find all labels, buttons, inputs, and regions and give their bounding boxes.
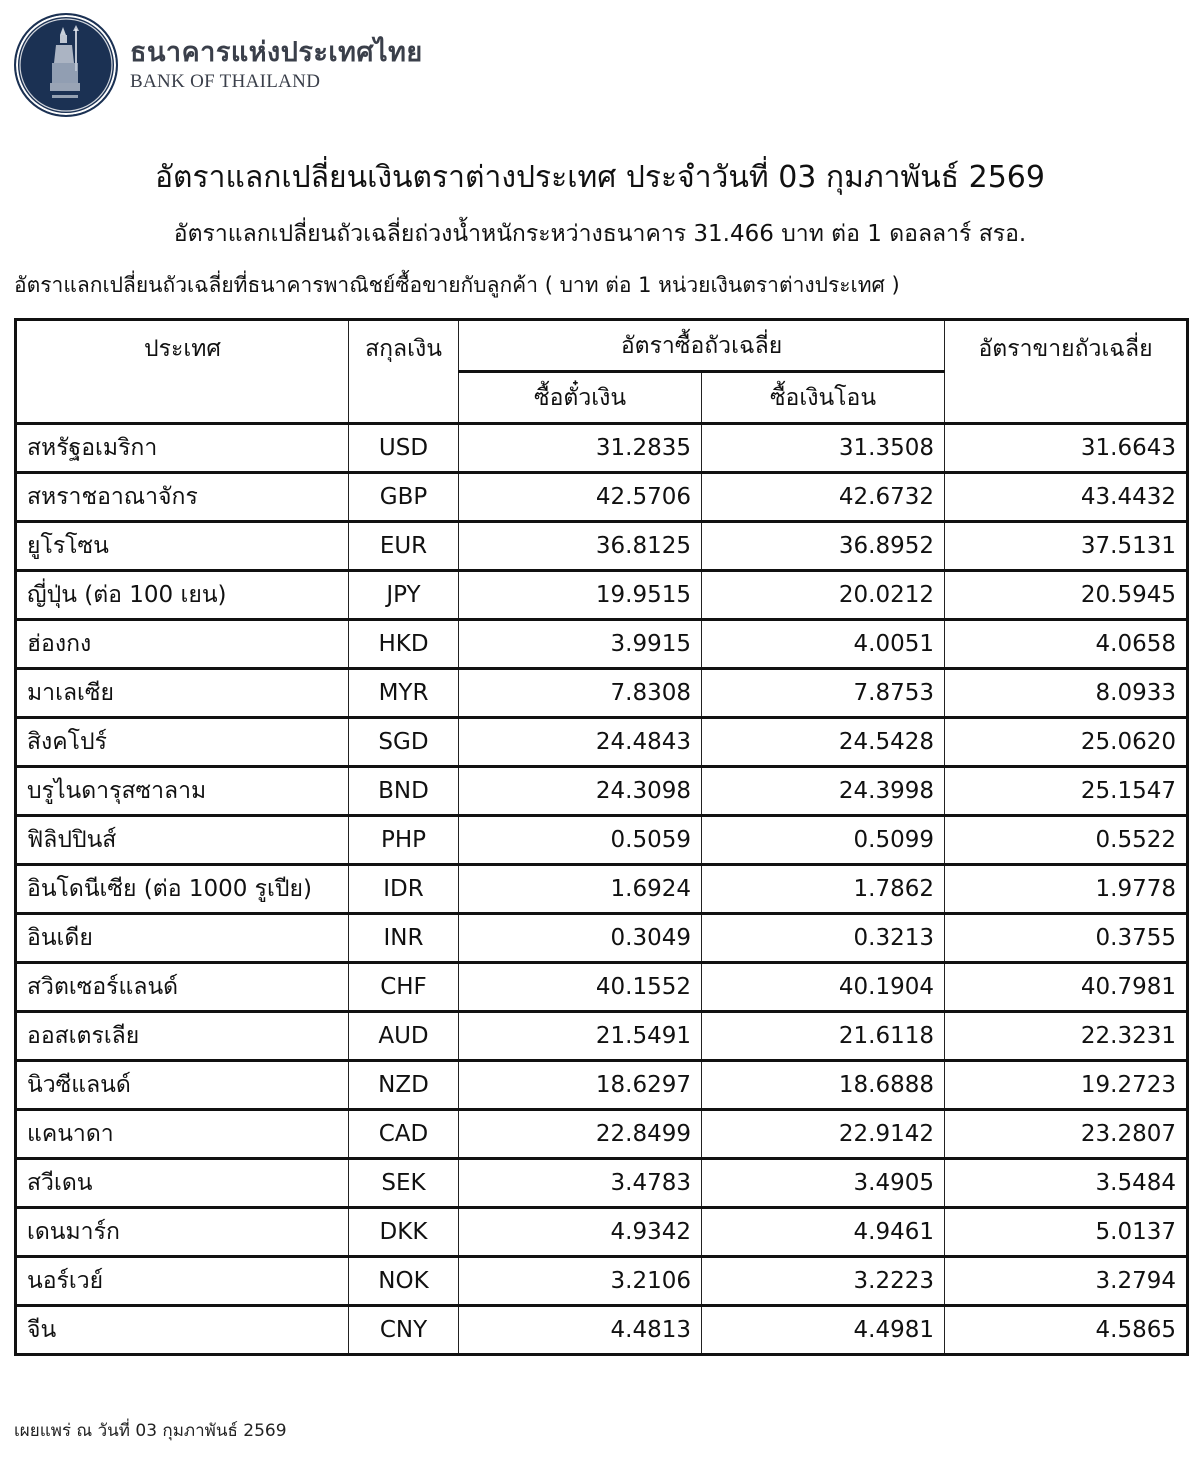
header-buy-transfer: ซื้อเงินโอน [702,372,945,424]
currency-code-cell: EUR [349,522,459,571]
currency-code-cell: GBP [349,473,459,522]
table-body [16,424,1188,1355]
sell-rate-cell: 37.5131 [945,522,1188,571]
buy-cash-rate-cell: 42.5706 [459,473,702,522]
buy-cash-rate-cell: 1.6924 [459,865,702,914]
country-cell: ยูโรโซน [16,522,349,571]
currency-code-cell: PHP [349,816,459,865]
country-cell: นอร์เวย์ [16,1257,349,1306]
currency-code-cell: JPY [349,571,459,620]
buy-cash-rate-cell: 36.8125 [459,522,702,571]
country-cell: แคนาดา [16,1110,349,1159]
sell-rate-cell: 8.0933 [945,669,1188,718]
currency-code-cell: USD [349,424,459,473]
table-row [16,718,1188,767]
table-row [16,963,1188,1012]
buy-transfer-rate-cell: 0.3213 [702,914,945,963]
buy-cash-rate-cell: 18.6297 [459,1061,702,1110]
table-row [16,620,1188,669]
table-row [16,669,1188,718]
currency-code-cell: NOK [349,1257,459,1306]
header-country: ประเทศ [16,320,349,424]
country-cell: สวิตเซอร์แลนด์ [16,963,349,1012]
sell-rate-cell: 4.5865 [945,1306,1188,1355]
bank-brand [130,36,423,94]
country-cell: ฮ่องกง [16,620,349,669]
country-cell: สหราชอาณาจักร [16,473,349,522]
sell-rate-cell: 22.3231 [945,1012,1188,1061]
currency-code-cell: SGD [349,718,459,767]
table-row [16,1306,1188,1355]
currency-code-cell: INR [349,914,459,963]
header-buying-rate: อัตราซื้อถัวเฉลี่ย [459,320,945,372]
table-row [16,1061,1188,1110]
bank-name-thai: ธนาคารแห่งประเทศไทย [130,37,423,68]
sell-rate-cell: 4.0658 [945,620,1188,669]
sell-rate-cell: 3.2794 [945,1257,1188,1306]
buy-transfer-rate-cell: 31.3508 [702,424,945,473]
buy-cash-rate-cell: 3.4783 [459,1159,702,1208]
currency-code-cell: MYR [349,669,459,718]
table-row [16,816,1188,865]
currency-code-cell: BND [349,767,459,816]
country-cell: จีน [16,1306,349,1355]
sell-rate-cell: 25.0620 [945,718,1188,767]
buy-cash-rate-cell: 19.9515 [459,571,702,620]
sell-rate-cell: 31.6643 [945,424,1188,473]
table-row [16,914,1188,963]
buy-transfer-rate-cell: 18.6888 [702,1061,945,1110]
buy-transfer-rate-cell: 42.6732 [702,473,945,522]
country-cell: นิวซีแลนด์ [16,1061,349,1110]
currency-code-cell: SEK [349,1159,459,1208]
sell-rate-cell: 19.2723 [945,1061,1188,1110]
buy-transfer-rate-cell: 0.5099 [702,816,945,865]
buy-transfer-rate-cell: 3.2223 [702,1257,945,1306]
country-cell: อินเดีย [16,914,349,963]
buy-cash-rate-cell: 21.5491 [459,1012,702,1061]
table-row [16,767,1188,816]
table-row [16,1110,1188,1159]
sell-rate-cell: 5.0137 [945,1208,1188,1257]
buy-transfer-rate-cell: 4.0051 [702,620,945,669]
buy-transfer-rate-cell: 1.7862 [702,865,945,914]
table-row [16,865,1188,914]
bank-of-thailand-emblem-icon [14,13,118,117]
country-cell: บรูไนดารุสซาลาม [16,767,349,816]
buy-cash-rate-cell: 3.9915 [459,620,702,669]
table-description: อัตราแลกเปลี่ยนถัวเฉลี่ยที่ธนาคารพาณิชย์ซื้อขายกับลูกค้า ( บาท ต่อ 1 หน่วยเงินตราต่างประเทศ ) [14,273,900,297]
buy-cash-rate-cell: 3.2106 [459,1257,702,1306]
currency-code-cell: AUD [349,1012,459,1061]
buy-cash-rate-cell: 24.4843 [459,718,702,767]
buy-transfer-rate-cell: 21.6118 [702,1012,945,1061]
interbank-rate-subtitle: อัตราแลกเปลี่ยนถัวเฉลี่ยถ่วงน้ำหนักระหว่างธนาคาร 31.466 บาท ต่อ 1 ดอลลาร์ สรอ. [173,221,1027,247]
table-row [16,473,1188,522]
sell-rate-cell: 0.3755 [945,914,1188,963]
buy-transfer-rate-cell: 24.3998 [702,767,945,816]
buy-transfer-rate-cell: 24.5428 [702,718,945,767]
page-title: อัตราแลกเปลี่ยนเงินตราต่างประเทศ ประจำวันที่ 03 กุมภาพันธ์ 2569 [155,160,1045,195]
sell-rate-cell: 1.9778 [945,865,1188,914]
country-cell: เดนมาร์ก [16,1208,349,1257]
buy-cash-rate-cell: 4.4813 [459,1306,702,1355]
sell-rate-cell: 23.2807 [945,1110,1188,1159]
currency-code-cell: HKD [349,620,459,669]
buy-cash-rate-cell: 7.8308 [459,669,702,718]
country-cell: มาเลเซีย [16,669,349,718]
header-currency: สกุลเงิน [349,320,459,424]
country-cell: สหรัฐอเมริกา [16,424,349,473]
header-selling-rate: อัตราขายถัวเฉลี่ย [945,320,1188,424]
buy-transfer-rate-cell: 40.1904 [702,963,945,1012]
table-row [16,1208,1188,1257]
currency-code-cell: DKK [349,1208,459,1257]
buy-cash-rate-cell: 31.2835 [459,424,702,473]
exchange-rate-table [14,318,1189,1356]
sell-rate-cell: 3.5484 [945,1159,1188,1208]
sell-rate-cell: 43.4432 [945,473,1188,522]
currency-code-cell: CHF [349,963,459,1012]
sell-rate-cell: 20.5945 [945,571,1188,620]
table-row [16,571,1188,620]
bank-name-english: BANK OF THAILAND [130,71,321,92]
buy-cash-rate-cell: 24.3098 [459,767,702,816]
table-row [16,1257,1188,1306]
country-cell: ออสเตรเลีย [16,1012,349,1061]
buy-cash-rate-cell: 0.5059 [459,816,702,865]
country-cell: ญี่ปุ่น (ต่อ 100 เยน) [16,571,349,620]
buy-cash-rate-cell: 40.1552 [459,963,702,1012]
table-row [16,522,1188,571]
buy-transfer-rate-cell: 7.8753 [702,669,945,718]
table-row [16,424,1188,473]
buy-cash-rate-cell: 22.8499 [459,1110,702,1159]
buy-transfer-rate-cell: 4.4981 [702,1306,945,1355]
sell-rate-cell: 25.1547 [945,767,1188,816]
buy-cash-rate-cell: 4.9342 [459,1208,702,1257]
currency-code-cell: IDR [349,865,459,914]
header [14,12,423,118]
table-row [16,1012,1188,1061]
country-cell: สิงคโปร์ [16,718,349,767]
currency-code-cell: CAD [349,1110,459,1159]
table-row [16,1159,1188,1208]
buy-transfer-rate-cell: 22.9142 [702,1110,945,1159]
currency-code-cell: NZD [349,1061,459,1110]
publish-date: เผยแพร่ ณ วันที่ 03 กุมภาพันธ์ 2569 [14,1421,287,1441]
currency-code-cell: CNY [349,1306,459,1355]
sell-rate-cell: 40.7981 [945,963,1188,1012]
buy-cash-rate-cell: 0.3049 [459,914,702,963]
buy-transfer-rate-cell: 36.8952 [702,522,945,571]
buy-transfer-rate-cell: 20.0212 [702,571,945,620]
header-buy-cash: ซื้อตั๋วเงิน [459,372,702,424]
country-cell: ฟิลิปปินส์ [16,816,349,865]
buy-transfer-rate-cell: 3.4905 [702,1159,945,1208]
buy-transfer-rate-cell: 4.9461 [702,1208,945,1257]
country-cell: สวีเดน [16,1159,349,1208]
sell-rate-cell: 0.5522 [945,816,1188,865]
country-cell: อินโดนีเซีย (ต่อ 1000 รูเปีย) [16,865,349,914]
